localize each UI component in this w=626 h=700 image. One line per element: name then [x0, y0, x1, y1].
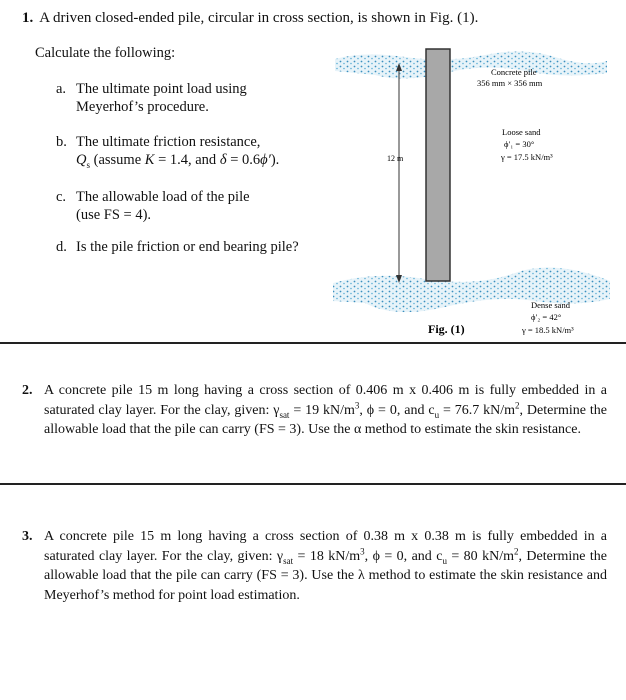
- pile-label-2: 356 mm × 356 mm: [477, 78, 543, 88]
- length-label: 12 m: [387, 154, 404, 163]
- q3-text-4: = 80 kN/m: [446, 548, 514, 564]
- q3-text: [22, 527, 607, 605]
- loose-sand-title: Loose sand: [502, 127, 541, 137]
- phi-symbol: ϕ′: [260, 152, 271, 168]
- q1-item-a-line2: Meyerhof’s procedure.: [76, 99, 209, 115]
- loose-sand-gamma: γ = 17.5 kN/m³: [501, 152, 553, 162]
- q1-item-a-label: a.: [56, 81, 67, 97]
- q3-text-3: , ϕ = 0, and c: [364, 548, 443, 564]
- q2-text-4: = 76.7 kN/m: [439, 402, 516, 418]
- q1-item-b: [56, 133, 279, 169]
- k-symbol: K: [144, 152, 155, 168]
- q1-item-b-line2: [56, 151, 279, 169]
- qs-symbol: Q: [76, 152, 87, 168]
- q2-paragraph: [22, 381, 607, 440]
- pile-figure: [325, 45, 615, 345]
- q3-u-sub: u: [442, 555, 447, 566]
- divider-1: [0, 342, 626, 344]
- pile-label-1: Concrete pile: [491, 67, 537, 77]
- close-paren: ).: [270, 152, 280, 168]
- q2-gamma: γ: [273, 402, 280, 418]
- q2-text: [22, 381, 607, 440]
- q1-item-c-line2: (use FS = 4).: [76, 207, 152, 223]
- figure-caption: Fig. (1): [428, 322, 465, 336]
- q2-sq-sup: 2: [515, 399, 520, 410]
- q1-item-c-label: c.: [56, 189, 67, 205]
- q2-u-sub: u: [434, 409, 440, 420]
- dense-sand-phi: ϕ′₂ = 42°: [531, 312, 562, 322]
- dense-sand-title: Dense sand: [531, 300, 570, 310]
- loose-sand-phi: ϕ′₁ = 30°: [504, 139, 535, 149]
- q3-sq-sup: 2: [513, 545, 519, 556]
- dense-sand-gamma: γ = 18.5 kN/m³: [522, 325, 574, 335]
- q1-item-c: [56, 188, 250, 224]
- q3-number: 3.: [22, 529, 33, 544]
- divider-2: [0, 483, 626, 485]
- k-value: = 1.4, and: [154, 152, 220, 168]
- q3-text-5: , Determine the allowable load that the pile can carry (FS = 3). Use the λ method to estimate the skin resistance and Meyerhof’s method for point load estimation.: [44, 548, 608, 603]
- q3-paragraph: [22, 527, 607, 605]
- q3-sat-sub: sat: [283, 555, 294, 566]
- q1-title: [22, 10, 478, 27]
- q1-title-text: A driven closed-ended pile, circular in cross section, is shown in Fig. (1).: [39, 10, 479, 26]
- q1-item-c-line1: The allowable load of the pile: [76, 189, 250, 205]
- delta-symbol: δ: [219, 152, 227, 168]
- delta-value: = 0.6: [226, 152, 261, 168]
- q3-cube-sup: 3: [360, 545, 365, 556]
- q1-item-a-line1: The ultimate point load using: [76, 81, 247, 97]
- q1-item-b-line1: The ultimate friction resistance,: [76, 134, 261, 150]
- q2-number: 2.: [22, 383, 33, 398]
- q1-item-a: [56, 80, 247, 116]
- q1-number: 1.: [22, 10, 34, 26]
- q1-item-d: [56, 238, 299, 256]
- q1-item-b-label: b.: [56, 134, 67, 150]
- q1-calculate-heading: Calculate the following:: [35, 45, 176, 61]
- q3-gamma: γ: [276, 548, 284, 564]
- q1-item-d-label: d.: [56, 239, 67, 255]
- qs-subscript: s: [86, 159, 90, 170]
- ground-surface: [335, 51, 607, 78]
- assume-text: (assume: [90, 152, 145, 168]
- q2-text-3: , ϕ = 0, and c: [359, 402, 435, 418]
- q2-text-1: A concrete pile 15 m long having a cross section of 0.406 m x 0.406 m is fully embedded in a saturated clay layer. For the clay, given:: [44, 383, 607, 418]
- concrete-pile: [426, 49, 450, 281]
- q2-sat-sub: sat: [279, 409, 290, 420]
- q2-text-2: = 19 kN/m: [289, 402, 355, 418]
- q3-text-2: = 18 kN/m: [293, 548, 361, 564]
- q2-cube-sup: 3: [354, 399, 360, 410]
- q1-item-d-line1: Is the pile friction or end bearing pile?: [76, 239, 299, 255]
- q3-text-1: A concrete pile 15 m long having a cross section of 0.38 m x 0.38 m is fully embedded in a saturated clay layer. For the clay, given:: [44, 529, 607, 564]
- q2-text-5: , Determine the allowable load that the pile can carry (FS = 3). Use the α method to estimate the skin resistance.: [44, 402, 607, 437]
